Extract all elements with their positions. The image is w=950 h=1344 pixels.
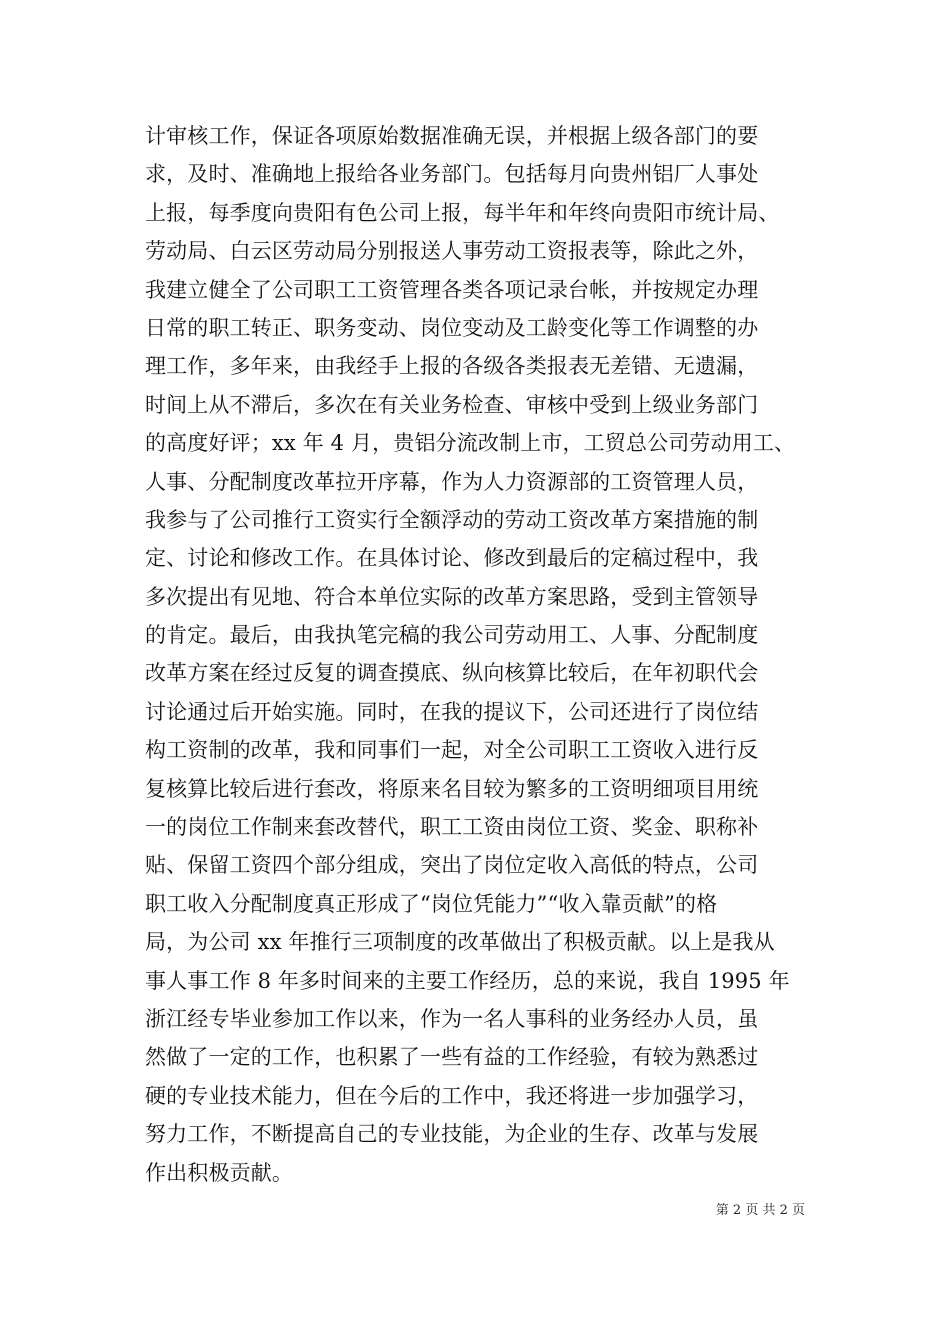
- text-line: 作出积极贡献。: [145, 1160, 294, 1185]
- text-line: 理工作，多年来，由我经手上报的各级各类报表无差错、无遗漏，: [145, 354, 759, 379]
- text-line: 职工收入分配制度真正形成了“岗位凭能力”“收入靠贡献”的格: [145, 891, 718, 916]
- text-line: 上报，每季度向贵阳有色公司上报，每半年和年终向贵阳市统计局、: [145, 200, 780, 225]
- text-line: 的肯定。最后，由我执笔完稿的我公司劳动用工、人事、分配制度: [145, 623, 759, 648]
- text-line: 定、讨论和修改工作。在具体讨论、修改到最后的定稿过程中，我: [145, 546, 759, 571]
- text-line: 讨论通过后开始实施。同时，在我的提议下，公司还进行了岗位结: [145, 699, 759, 724]
- text-line: 劳动局、白云区劳动局分别报送人事劳动工资报表等，除此之外，: [145, 239, 759, 264]
- text-line: 硬的专业技术能力，但在今后的工作中，我还将进一步加强学习，: [145, 1083, 759, 1108]
- text-line: 人事、分配制度改革拉开序幕，作为人力资源部的工资管理人员，: [145, 469, 759, 494]
- text-line: 一的岗位工作制来套改替代，职工工资由岗位工资、奖金、职称补: [145, 815, 759, 840]
- text-line: 我建立健全了公司职工工资管理各类各项记录台帐，并按规定办理: [145, 277, 759, 302]
- body-text: [145, 117, 825, 1192]
- text-line: 事人事工作 8 年多时间来的主要工作经历，总的来说，我自 1995 年: [145, 968, 790, 993]
- text-line: 的高度好评；xx 年 4 月，贵铝分流改制上市，工贸总公司劳动用工、: [145, 431, 796, 456]
- text-line: 多次提出有见地、符合本单位实际的改革方案思路，受到主管领导: [145, 584, 759, 609]
- text-line: 贴、保留工资四个部分组成，突出了岗位定收入高低的特点，公司: [145, 853, 759, 878]
- text-line: 构工资制的改革，我和同事们一起，对全公司职工工资收入进行反: [145, 738, 759, 763]
- page-number: 第 2 页 共 2 页: [715, 1203, 805, 1218]
- text-line: 复核算比较后进行套改，将原来名目较为繁多的工资明细项目用统: [145, 776, 759, 801]
- text-line: 我参与了公司推行工资实行全额浮动的劳动工资改革方案措施的制: [145, 507, 759, 532]
- text-line: 努力工作，不断提高自己的专业技能，为企业的生存、改革与发展: [145, 1122, 759, 1147]
- text-line: 改革方案在经过反复的调查摸底、纵向核算比较后，在年初职代会: [145, 661, 759, 686]
- text-line: 求，及时、准确地上报给各业务部门。包括每月向贵州铝厂人事处: [145, 162, 759, 187]
- text-line: 局，为公司 xx 年推行三项制度的改革做出了积极贡献。以上是我从: [145, 930, 775, 955]
- text-line: 计审核工作，保证各项原始数据准确无误，并根据上级各部门的要: [145, 124, 759, 148]
- text-line: 然做了一定的工作，也积累了一些有益的工作经验，有较为熟悉过: [145, 1045, 759, 1070]
- text-line: 日常的职工转正、职务变动、岗位变动及工龄变化等工作调整的办: [145, 315, 759, 340]
- text-line: 浙江经专毕业参加工作以来，作为一名人事科的业务经办人员，虽: [145, 1006, 759, 1031]
- text-line: 时间上从不滞后，多次在有关业务检查、审核中受到上级业务部门: [145, 392, 759, 417]
